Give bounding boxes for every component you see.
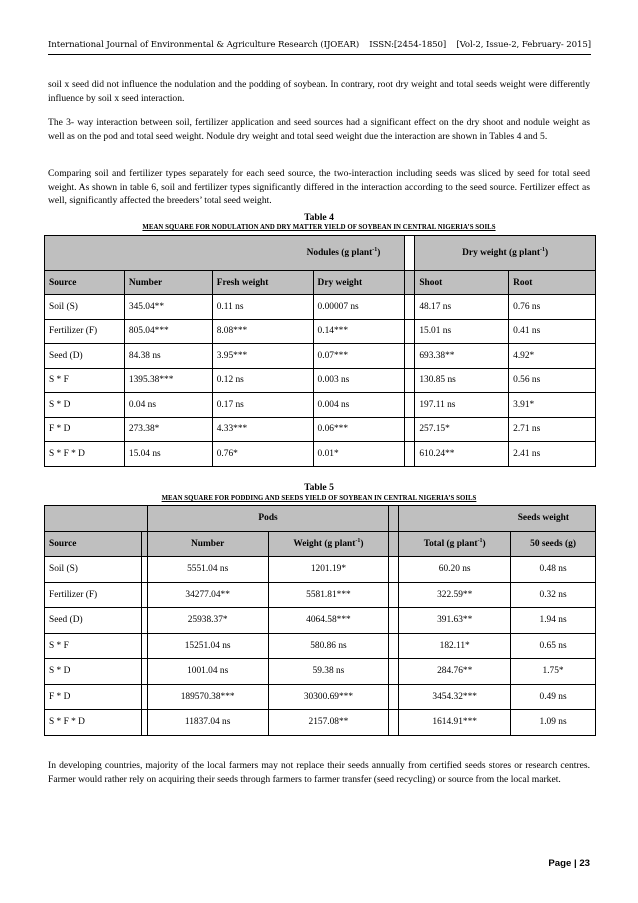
table-row: Soil (S) 345.04** 0.11 ns 0.00007 ns 48.17 ns 0.76 ns — [45, 295, 596, 320]
table-row: F * D 273.38* 4.33*** 0.06*** 257.15* 2.71 ns — [45, 417, 596, 442]
table5-title: Table 5 — [304, 482, 334, 493]
table4-col-fresh-weight: Fresh weight — [212, 271, 313, 295]
table4-group-nodules: Nodules (g plant$^{-1}$) — [45, 236, 405, 271]
running-header — [48, 40, 591, 50]
table4-group-header — [45, 236, 596, 271]
table-row: S * F * D 15.04 ns 0.76* 0.01* 610.24** 2.41 ns — [45, 442, 596, 467]
table5-group-empty — [45, 506, 148, 532]
table-row: Seed (D) 84.38 ns 3.95*** 0.07*** 693.38** 4.92* — [45, 344, 596, 369]
table-row: S * D 0.04 ns 0.17 ns 0.004 ns 197.11 ns 3.91* — [45, 393, 596, 418]
journal-name: International Journal of Environmental & Agriculture Research (IJOEAR) — [48, 40, 360, 50]
table4-col-dry-weight: Dry weight — [313, 271, 405, 295]
table5-group-header — [45, 506, 596, 532]
paragraph-1: soil x seed did not influence the nodulation and the podding of soybean. In contrary, root dry weight and total seeds weight were differently influence by soil x seed interaction. — [48, 79, 590, 104]
table5-col-weight: Weight (g plant$^{-1}$) — [268, 531, 389, 557]
table5-group-pods: Pods — [147, 506, 389, 532]
issn: ISSN:[2454-1850] — [369, 40, 447, 50]
paragraph-3: Comparing soil and fertilizer types separately for each seed source, the two-interaction including seeds was sliced by seed for total seed weight. As shown in table 6, soil and fertilizer types significantly differed in the interaction according to the seed source. Fertilizer effect as well, significantly affected the breeders’ total seed weight. — [48, 168, 590, 207]
table4-title: Table 4 — [304, 212, 334, 223]
table4-col-source: Source — [45, 271, 125, 295]
table5-col-source: Source — [45, 531, 142, 557]
table-row: F * D 189570.38*** 30300.69*** 3454.32*** 0.49 ns — [45, 684, 596, 710]
table-row: S * D 1001.04 ns 59.38 ns 284.76** 1.75* — [45, 659, 596, 685]
table-row: Fertilizer (F) 34277.04** 5581.81*** 322.59** 0.32 ns — [45, 582, 596, 608]
table5-column-header — [45, 531, 596, 557]
table-row: Fertilizer (F) 805.04*** 8.08*** 0.14*** 15.01 ns 0.41 ns — [45, 319, 596, 344]
table4-gap — [405, 271, 415, 295]
closing-paragraph: In developing countries, majority of the local farmers may not replace their seeds annually from certified seeds stores or research centres. Farmer would rather rely on acquiring their seeds through farmers to farmer transfer (seed recycling) or source from the local market. — [48, 760, 590, 785]
table5-subtitle: MEAN SQUARE FOR PODDING AND SEEDS YIELD OF SOYBEAN IN CENTRAL NIGERIA’S SOILS — [161, 495, 477, 502]
table-row: Soil (S) 5551.04 ns 1201.19* 60.20 ns 0.48 ns — [45, 557, 596, 583]
table-row: S * F * D 11837.04 ns 2157.08** 1614.91*** 1.09 ns — [45, 710, 596, 736]
table-row: Seed (D) 25938.37* 4064.58*** 391.63** 1.94 ns — [45, 608, 596, 634]
table4-subtitle: MEAN SQUARE FOR NODULATION AND DRY MATTER YIELD OF SOYBEAN IN CENTRAL NIGERIA’S SOILS — [142, 224, 496, 231]
page-number: Page | 23 — [548, 858, 590, 869]
table4-col-root: Root — [509, 271, 596, 295]
table4-col-number: Number — [124, 271, 212, 295]
table4-col-shoot: Shoot — [415, 271, 509, 295]
table5 — [44, 505, 596, 736]
table-row: S * F 1395.38*** 0.12 ns 0.003 ns 130.85 ns 0.56 ns — [45, 368, 596, 393]
table5-col-number: Number — [147, 531, 268, 557]
table4-gap — [405, 236, 415, 271]
table5-group-seeds-weight: Seeds weight — [399, 506, 596, 532]
paragraph-2: The 3- way interaction between soil, fertilizer application and seed sources had a significant effect on the dry shoot and nodule weight as well as on the pod and total seed weight. Nodule dry weight and total seed weight due the interaction are shown in Tables 4 and 5. — [48, 117, 590, 142]
table4 — [44, 235, 596, 467]
table5-col-total: Total (g plant$^{-1}$) — [399, 531, 511, 557]
header-rule — [48, 54, 591, 55]
table4-group-dry-weight: Dry weight (g plant$^{-1}$) — [415, 236, 596, 271]
table-row: S * F 15251.04 ns 580.86 ns 182.11* 0.65 ns — [45, 633, 596, 659]
table4-column-header — [45, 271, 596, 295]
table5-gap — [389, 531, 399, 557]
table5-gap — [389, 506, 399, 532]
volume-issue: [Vol-2, Issue-2, February- 2015] — [456, 40, 591, 50]
table5-col-50-seeds: 50 seeds (g) — [511, 531, 596, 557]
